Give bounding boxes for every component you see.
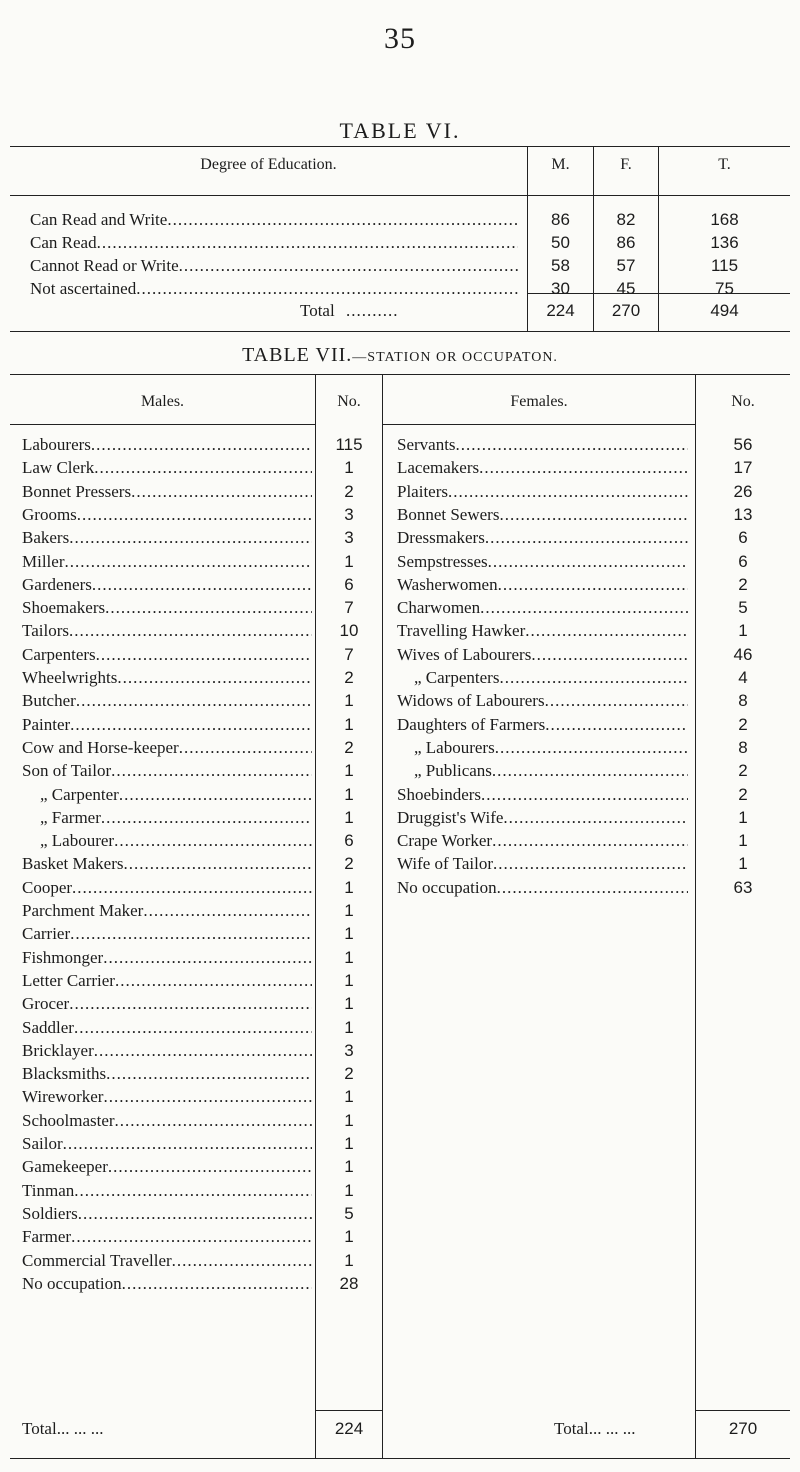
males-row-no: 1: [344, 808, 354, 827]
females-row-no: 2: [738, 575, 748, 594]
table7-title: [0, 344, 800, 367]
males-row-no: 1: [344, 1018, 354, 1037]
males-row-label-text: Painter: [22, 715, 71, 734]
males-row-label-text: Butcher: [22, 691, 76, 710]
table7-header-females-no: No.: [731, 393, 755, 410]
males-row-label-text: Soldiers: [22, 1204, 78, 1223]
dot-leader: [456, 434, 688, 456]
females-row-label: [397, 644, 688, 666]
table7-females-total-rule: [696, 1410, 790, 1411]
table7-females-total-label: Total... ... ...: [554, 1419, 636, 1438]
females-row-label-text: Daughters of Farmers: [397, 715, 546, 734]
males-row-no: 1: [344, 878, 354, 897]
males-row-label: [40, 807, 312, 829]
males-row-label-text: Shoemakers: [22, 598, 106, 617]
females-row-label-text: Servants: [397, 435, 456, 454]
males-row-label: [22, 947, 312, 969]
males-row-label: [22, 690, 312, 712]
males-row-label-text: Carrier: [22, 924, 71, 943]
males-row-label-text: „ Carpenter: [40, 785, 119, 804]
males-row-label-text: Cooper: [22, 878, 73, 897]
females-row-label-text: „ Publicans: [414, 761, 492, 780]
dot-leader: [70, 714, 312, 736]
dot-leader: [179, 255, 518, 277]
dot-leader: [74, 1017, 312, 1039]
table7-males-total-rule: [316, 1410, 382, 1411]
table6-row-m: 86: [551, 210, 570, 229]
table6-row-f: 86: [616, 233, 636, 252]
males-row-no: 3: [344, 528, 354, 547]
females-row-label-text: No occupation: [397, 878, 497, 897]
males-row-label: [22, 644, 312, 666]
males-row-label: [22, 760, 312, 782]
table7-males-total-label: Total... ... ...: [22, 1419, 104, 1438]
males-row-no: 1: [344, 1134, 354, 1153]
males-row-label: [22, 1273, 312, 1295]
females-row-no: 56: [733, 435, 753, 454]
dot-leader: [111, 760, 312, 782]
dot-leader: [499, 667, 688, 689]
females-row-label: [400, 667, 688, 689]
table6-row-t: 75: [715, 279, 734, 298]
dot-leader: [77, 504, 312, 526]
table6-row-label: [30, 232, 518, 254]
females-row-label-text: Shoebinders: [397, 785, 482, 804]
males-row-label-text: Labourers: [22, 435, 91, 454]
females-row-label-text: Wives of Labourers: [397, 645, 532, 664]
males-row-label: [40, 784, 312, 806]
males-row-no: 1: [344, 1087, 354, 1106]
females-row-label: [397, 784, 688, 806]
males-row-label: [22, 667, 312, 689]
females-row-no: 17: [733, 458, 753, 477]
males-row-label: [22, 434, 312, 456]
females-row-label: [397, 597, 688, 619]
females-row-label-text: Plaiters: [397, 482, 448, 501]
table6-row-f: 45: [616, 279, 636, 298]
females-row-no: 4: [738, 668, 748, 687]
males-row-no: 1: [344, 901, 354, 920]
females-row-no: 46: [733, 645, 753, 664]
table6-row-label-text: Cannot Read or Write: [30, 256, 179, 275]
table6-header-t: T.: [718, 156, 731, 173]
males-row-label-text: No occupation: [22, 1274, 122, 1293]
males-row-no: 1: [344, 1251, 354, 1270]
dot-leader: [69, 620, 312, 642]
males-row-label: [22, 551, 312, 573]
females-row-no: 2: [738, 715, 748, 734]
males-row-label: [22, 481, 312, 503]
males-row-no: 6: [344, 575, 354, 594]
females-row-label: [397, 620, 688, 642]
dot-leader: [115, 970, 312, 992]
table6-title: TABLE VI.: [339, 118, 461, 143]
males-row-label-text: Schoolmaster: [22, 1111, 115, 1130]
males-row-no: 1: [344, 761, 354, 780]
females-row-label: [397, 527, 688, 549]
females-row-label: [397, 853, 688, 875]
males-row-label: [22, 504, 312, 526]
females-row-label-text: Travelling Hawker: [397, 621, 526, 640]
females-row-label: [400, 737, 688, 759]
dot-leader: [479, 457, 688, 479]
males-row-label-text: Parchment Maker: [22, 901, 144, 920]
dot-leader: [119, 784, 312, 806]
males-row-no: 2: [344, 738, 354, 757]
males-row-no: 2: [344, 668, 354, 687]
males-row-no: 1: [344, 552, 354, 571]
table6-row-label-text: Can Read and Write: [30, 210, 168, 229]
dot-leader: [117, 667, 312, 689]
males-row-label: [22, 1133, 312, 1155]
males-row-label-text: „ Farmer: [40, 808, 101, 827]
table6-total-label: Total: [300, 301, 335, 320]
dot-leader: [76, 690, 312, 712]
males-row-label: [22, 737, 312, 759]
males-row-no: 3: [344, 1041, 354, 1060]
males-row-label-text: Law Clerk: [22, 458, 95, 477]
females-row-label: [397, 877, 688, 899]
table7-bottom-rule: [10, 1458, 790, 1459]
dot-leader: [78, 1203, 312, 1225]
dot-leader: [92, 574, 312, 596]
dot-leader: [96, 644, 312, 666]
females-row-label-text: Wife of Tailor: [397, 854, 493, 873]
dot-leader: [103, 947, 312, 969]
females-row-label-text: Bonnet Sewers: [397, 505, 500, 524]
females-row-label-text: Sempstresses: [397, 552, 488, 571]
females-row-label-text: Dressmakers: [397, 528, 485, 547]
males-row-no: 1: [344, 785, 354, 804]
table6-total-m: 224: [546, 301, 575, 320]
dot-leader: [498, 574, 688, 596]
dot-leader: [106, 1063, 312, 1085]
females-row-label-text: Washerwomen: [397, 575, 498, 594]
table6-row-m: 30: [551, 279, 570, 298]
dot-leader: [105, 597, 312, 619]
table7-males-total-no: 224: [334, 1419, 364, 1438]
table6-header-f: F.: [620, 156, 632, 173]
males-row-label: [22, 574, 312, 596]
females-row-no: 13: [733, 505, 753, 524]
females-row-no: 1: [738, 831, 748, 850]
table6-row-label: [30, 278, 518, 300]
males-row-label: [22, 714, 312, 736]
table7-subtitle: —STATION OR OCCUPATON.: [352, 350, 558, 365]
dot-leader: [488, 551, 688, 573]
females-row-label-text: Druggist's Wife: [397, 808, 504, 827]
males-row-label: [22, 900, 312, 922]
males-row-label-text: Wheelwrights: [22, 668, 118, 687]
dot-leader: [74, 1180, 312, 1202]
females-row-no: 2: [738, 761, 748, 780]
dot-leader: [131, 481, 312, 503]
males-row-no: 1: [344, 1111, 354, 1130]
males-row-label-text: Grocer: [22, 994, 70, 1013]
males-row-label: [22, 1203, 312, 1225]
dot-leader: [143, 900, 312, 922]
males-row-label-text: Sailor: [22, 1134, 63, 1153]
dot-leader: [499, 504, 688, 526]
females-row-no: 2: [738, 785, 748, 804]
males-row-no: 7: [344, 645, 354, 664]
table6-row-t: 115: [710, 256, 739, 275]
dot-leader: [70, 923, 312, 945]
page-number: 35: [384, 22, 416, 55]
dot-leader: [485, 527, 688, 549]
females-row-no: 8: [738, 738, 748, 757]
dot-leader: [495, 737, 688, 759]
males-row-label: [22, 853, 312, 875]
males-row-no: 1: [344, 994, 354, 1013]
males-row-label-text: Grooms: [22, 505, 77, 524]
dot-leader: [493, 853, 688, 875]
table6-total-leader: ..........: [346, 301, 399, 320]
dot-leader: [65, 551, 313, 573]
males-row-label-text: Bonnet Pressers: [22, 482, 132, 501]
males-row-no: 1: [344, 948, 354, 967]
table7-females-total-no: 270: [728, 1419, 758, 1438]
females-row-no: 1: [738, 854, 748, 873]
dot-leader: [69, 527, 312, 549]
males-row-label-text: Cow and Horse-keeper: [22, 738, 179, 757]
females-row-no: 26: [733, 482, 753, 501]
females-row-label: [397, 830, 688, 852]
males-row-no: 1: [344, 1181, 354, 1200]
dot-leader: [101, 807, 312, 829]
males-row-no: 1: [344, 1157, 354, 1176]
dot-leader: [497, 877, 688, 899]
males-row-label-text: Gamekeeper: [22, 1157, 108, 1176]
males-row-label-text: Son of Tailor: [22, 761, 112, 780]
males-row-no: 2: [344, 854, 354, 873]
females-row-no: 1: [738, 808, 748, 827]
males-row-label-text: Commercial Traveller: [22, 1251, 172, 1270]
males-row-label: [22, 1180, 312, 1202]
males-row-no: 1: [344, 924, 354, 943]
females-row-label-text: Lacemakers: [397, 458, 480, 477]
males-row-label-text: Bakers: [22, 528, 70, 547]
males-row-label: [22, 597, 312, 619]
table7-title-main: TABLE VII.: [242, 344, 353, 366]
table6-header-rule: [10, 195, 790, 196]
table7-header-rule: [383, 424, 695, 425]
males-row-label: [22, 970, 312, 992]
dot-leader: [97, 232, 518, 254]
dot-leader: [71, 1226, 312, 1248]
males-row-label: [40, 830, 312, 852]
males-row-label-text: Letter Carrier: [22, 971, 115, 990]
table6-total-f: 270: [611, 301, 641, 320]
males-row-no: 1: [344, 691, 354, 710]
table6-total-t: 494: [710, 301, 739, 320]
dot-leader: [114, 830, 312, 852]
males-row-label: [22, 1156, 312, 1178]
dot-leader: [525, 620, 688, 642]
males-row-no: 1: [344, 715, 354, 734]
table6-top-rule: [10, 146, 790, 147]
table6-row-m: 50: [551, 233, 570, 252]
males-row-label-text: Wireworker: [22, 1087, 104, 1106]
females-row-no: 6: [738, 552, 748, 571]
table6-row-label-text: Can Read: [30, 233, 97, 252]
table7-header-rule: [10, 424, 315, 425]
males-row-no: 7: [344, 598, 354, 617]
females-row-no: 1: [738, 621, 748, 640]
dot-leader: [136, 278, 518, 300]
dot-leader: [492, 760, 688, 782]
males-row-label-text: Tailors: [22, 621, 69, 640]
dot-leader: [94, 1040, 312, 1062]
table6-row-label-text: Not ascertained: [30, 279, 137, 298]
dot-leader: [124, 853, 312, 875]
females-row-label-text: „ Labourers: [414, 738, 495, 757]
females-row-label: [397, 481, 688, 503]
dot-leader: [545, 690, 688, 712]
females-row-label: [397, 574, 688, 596]
table6-row-t: 136: [710, 233, 739, 252]
table6-row-t: 168: [710, 210, 739, 229]
males-row-label-text: Miller: [22, 552, 65, 571]
females-row-label-text: Crape Worker: [397, 831, 493, 850]
females-row-label: [397, 504, 688, 526]
males-row-label-text: Fishmonger: [22, 948, 104, 967]
dot-leader: [108, 1156, 312, 1178]
males-row-label-text: Bricklayer: [22, 1041, 94, 1060]
males-row-no: 6: [344, 831, 354, 850]
dot-leader: [115, 1110, 312, 1132]
dot-leader: [172, 1250, 312, 1272]
males-row-no: 3: [344, 505, 354, 524]
males-row-label: [22, 620, 312, 642]
table7-header-males-no: No.: [337, 393, 361, 410]
males-row-no: 1: [344, 458, 354, 477]
dot-leader: [91, 434, 312, 456]
males-row-label: [22, 1250, 312, 1272]
males-row-label: [22, 923, 312, 945]
males-row-label-text: Gardeners: [22, 575, 92, 594]
females-row-label: [397, 807, 688, 829]
table6-row-f: 57: [616, 256, 636, 275]
dot-leader: [122, 1273, 312, 1295]
table7-top-rule: [10, 374, 790, 375]
table6-row-f: 82: [616, 210, 636, 229]
females-row-no: 6: [738, 528, 748, 547]
dot-leader: [94, 457, 312, 479]
table7-header-females: Females.: [510, 393, 568, 410]
males-row-no: 5: [344, 1204, 354, 1223]
dot-leader: [103, 1086, 312, 1108]
females-row-label: [397, 551, 688, 573]
males-row-label-text: „ Labourer: [40, 831, 115, 850]
dot-leader: [179, 737, 312, 759]
males-row-label-text: Blacksmiths: [22, 1064, 107, 1083]
dot-leader: [492, 830, 688, 852]
dot-leader: [69, 993, 312, 1015]
males-row-label-text: Carpenters: [22, 645, 96, 664]
females-row-label-text: Widows of Labourers: [397, 691, 545, 710]
males-row-label-text: Saddler: [22, 1018, 74, 1037]
dot-leader: [531, 644, 688, 666]
males-row-label: [22, 1063, 312, 1085]
females-row-no: 8: [738, 691, 748, 710]
females-row-label-text: Charwomen: [397, 598, 481, 617]
dot-leader: [167, 209, 518, 231]
males-row-label-text: Basket Makers: [22, 854, 124, 873]
table6-bottom-rule: [10, 331, 790, 332]
dot-leader: [503, 807, 688, 829]
females-row-no: 5: [738, 598, 748, 617]
males-row-no: 2: [344, 1064, 354, 1083]
males-row-no: 1: [344, 971, 354, 990]
table6-header-degree: Degree of Education.: [200, 156, 337, 173]
males-row-no: 28: [339, 1274, 359, 1293]
females-row-no: 63: [733, 878, 753, 897]
males-row-label: [22, 1086, 312, 1108]
males-row-label-text: Tinman: [22, 1181, 75, 1200]
table7-header-males: Males.: [140, 393, 185, 410]
females-row-label: [397, 457, 688, 479]
females-row-label: [397, 690, 688, 712]
table6-row-label: [30, 209, 518, 231]
females-row-label-text: „ Carpenters: [414, 668, 500, 687]
females-row-label: [397, 434, 688, 456]
males-row-label: [22, 1110, 312, 1132]
males-row-label: [22, 993, 312, 1015]
males-row-label: [22, 1040, 312, 1062]
table6-header-m: M.: [551, 156, 570, 173]
dot-leader: [448, 481, 688, 503]
table6-row-m: 58: [551, 256, 570, 275]
males-row-no: 10: [339, 621, 359, 640]
males-row-label: [22, 1017, 312, 1039]
dot-leader: [72, 877, 312, 899]
males-row-no: 1: [344, 1227, 354, 1246]
dot-leader: [480, 597, 688, 619]
dot-leader: [545, 714, 688, 736]
females-row-label: [397, 714, 688, 736]
males-row-no: 115: [335, 435, 363, 454]
males-row-label: [22, 527, 312, 549]
males-row-label-text: Farmer: [22, 1227, 72, 1246]
females-row-label: [400, 760, 688, 782]
table6-row-label: [30, 255, 518, 277]
dot-leader: [481, 784, 688, 806]
table7-col-divider: [382, 374, 383, 1458]
males-row-label: [22, 877, 312, 899]
males-row-label: [22, 457, 312, 479]
males-row-no: 2: [344, 482, 354, 501]
dot-leader: [63, 1133, 312, 1155]
males-row-label: [22, 1226, 312, 1248]
